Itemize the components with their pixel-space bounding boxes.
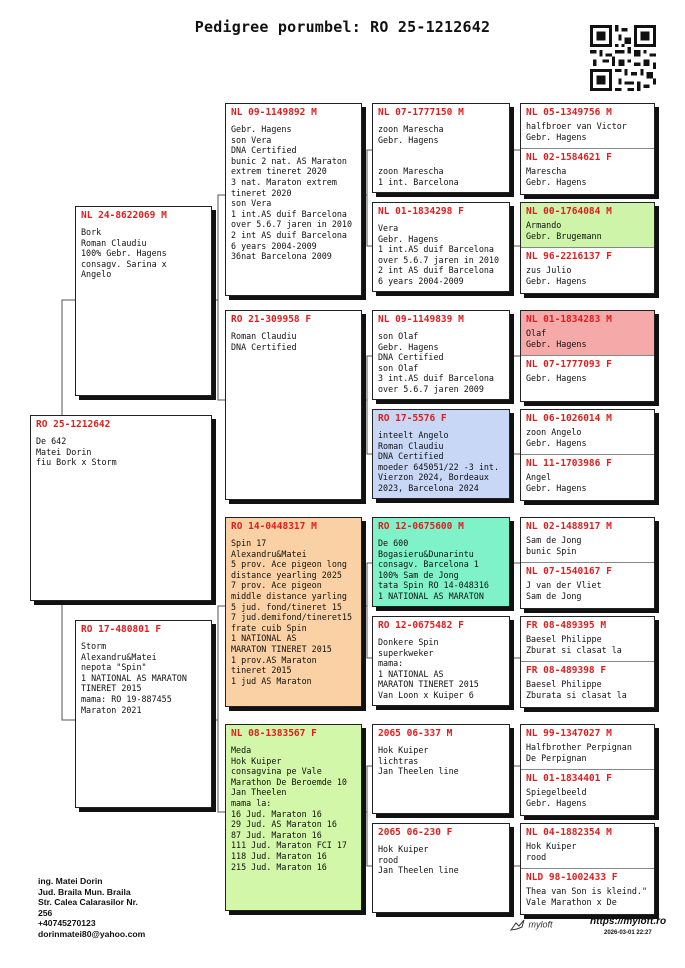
gen4-pair-card (520, 724, 655, 816)
ring-number: NL 06-1026014 M (526, 413, 612, 424)
pigeon-details: zoon Marescha Gebr. Hagens zoon Marescha 1 int. Barcelona (378, 124, 459, 187)
pigeon-details: Gebr. Hagens son Vera DNA Certified bunic 2 nat. AS Maraton extrem tineret 2020 3 nat. Maraton extrem tineret 2020 son Vera 1 int.AS duif Barcelona over 5.6.7 jaren in 2010 2 int AS duif Barcelona 6 years 2004-2009 36nat Barcelona 2009 (231, 124, 353, 262)
brand-url[interactable]: https://myloft.ro (590, 916, 667, 927)
great-grandparent-card[interactable] (372, 724, 510, 814)
great-great-grandparent[interactable] (521, 104, 654, 149)
gen4-pair-card (520, 517, 655, 609)
owner-info (38, 876, 145, 940)
gen4-pair-card (520, 310, 655, 402)
ring-number: NL 02-1584621 F (526, 152, 612, 163)
ring-number: RO 12-0675600 M (378, 521, 464, 532)
gen4-pair-card (520, 103, 655, 195)
great-great-grandparent[interactable] (521, 410, 654, 455)
ring-number: NL 24-8622069 M (81, 210, 167, 221)
father-card[interactable] (75, 206, 212, 396)
pigeon-details: J van der Vliet Sam de Jong (526, 580, 602, 601)
pigeon-details: Thea van Son is kleind." Vale Marathon x De (526, 886, 648, 907)
subject-pigeon-card[interactable] (30, 415, 212, 601)
great-grandparent-card[interactable] (372, 616, 510, 706)
ring-number: NL 11-1703986 F (526, 458, 612, 469)
gen4-pair-card (520, 202, 655, 294)
pigeon-details: Baesel Philippe Zburat si clasat la (526, 634, 622, 655)
ring-number: 2065 06-337 M (378, 728, 453, 739)
grandparent-card[interactable] (225, 517, 362, 707)
pigeon-details: Olaf Gebr. Hagens (526, 328, 587, 349)
pigeon-details: Baesel Philippe Zburata si clasat la (526, 679, 627, 700)
great-great-grandparent[interactable] (521, 563, 654, 608)
grandparent-card[interactable] (225, 724, 362, 911)
owner-street-number: 256 (38, 907, 53, 918)
pigeon-details: zus Julio Gebr. Hagens (526, 265, 587, 286)
great-grandparent-card[interactable] (372, 823, 510, 913)
pigeon-details: Spiegelbeeld Gebr. Hagens (526, 787, 587, 808)
great-great-grandparent[interactable] (521, 662, 654, 707)
pigeon-details: Hok Kuiper rood (526, 841, 577, 862)
great-great-grandparent[interactable] (521, 725, 654, 770)
owner-phone: +40745270123 (38, 918, 96, 929)
ring-number: NL 99-1347027 M (526, 728, 612, 739)
pigeon-details: Marescha Gebr. Hagens (526, 166, 587, 187)
grandparent-card[interactable] (225, 103, 362, 296)
great-grandparent-card[interactable] (372, 517, 510, 607)
pigeon-details: Hok Kuiper lichtras Jan Theelen line (378, 745, 459, 777)
ring-number: RO 12-0675482 F (378, 620, 464, 631)
ring-number: NL 07-1777093 F (526, 359, 612, 370)
great-great-grandparent[interactable] (521, 311, 654, 356)
pigeon-details: Halfbrother Perpignan De Perpignan (526, 742, 632, 763)
pigeon-details: Gebr. Hagens (526, 373, 587, 383)
great-grandparent-card[interactable] (372, 202, 510, 292)
ring-number: NL 01-1834298 F (378, 206, 464, 217)
ring-number: NL 04-1882354 M (526, 827, 612, 838)
pigeon-details: Bork Roman Claudiu 100% Gebr. Hagens consagv. Sarina x Angelo (81, 227, 167, 280)
pigeon-details: son Olaf Gebr. Hagens DNA Certified son Olaf 3 int.AS duif Barcelona over 5.6.7 jaren 2009 (378, 331, 494, 394)
grandparent-card[interactable] (225, 310, 362, 500)
owner-name: ing. Matei Dorin (38, 876, 103, 886)
ring-number: NL 01-1834401 F (526, 773, 612, 784)
ring-number: RO 25-1212642 (36, 419, 111, 430)
pigeon-details: halfbroer van Victor Gebr. Hagens (526, 121, 627, 142)
pigeon-details: zoon Angelo Gebr. Hagens (526, 427, 587, 448)
gen4-pair-card (520, 616, 655, 708)
great-great-grandparent[interactable] (521, 518, 654, 563)
pigeon-details: De 642 Matei Dorin fiu Bork x Storm (36, 436, 117, 468)
pigeon-details: Vera Gebr. Hagens 1 int.AS duif Barcelona over 5.6.7 jaren in 2010 2 int AS duif Barcelona 6 years 2004-2009 (378, 223, 500, 286)
ring-number: NL 96-2216137 F (526, 251, 612, 262)
ring-number: RO 14-0448317 M (231, 521, 317, 532)
great-grandparent-card[interactable] (372, 409, 510, 499)
great-great-grandparent[interactable] (521, 617, 654, 662)
ring-number: RO 17-480801 F (81, 624, 162, 635)
owner-street: Str. Calea Calarasilor Nr. (38, 897, 138, 908)
ring-number: NLD 98-1002433 F (526, 872, 618, 883)
mother-card[interactable] (75, 620, 212, 808)
ring-number: 2065 06-230 F (378, 827, 453, 838)
great-grandparent-card[interactable] (372, 103, 510, 193)
ring-number: NL 08-1383567 F (231, 728, 317, 739)
ring-number: NL 09-1149892 M (231, 107, 317, 118)
ring-number: NL 00-1764084 M (526, 206, 612, 217)
ring-number: NL 09-1149839 M (378, 314, 464, 325)
pigeon-logo-icon (510, 918, 526, 932)
ring-number: NL 07-1540167 F (526, 566, 612, 577)
pigeon-details: Roman Claudiu DNA Certified (231, 331, 297, 352)
ring-number: NL 02-1488917 M (526, 521, 612, 532)
great-great-grandparent[interactable] (521, 455, 654, 500)
print-date: 2026-03-01 22:27 (604, 930, 652, 936)
gen4-pair-card (520, 409, 655, 501)
owner-location: Jud. Braila Mun. Braila (38, 886, 131, 897)
great-great-grandparent[interactable] (521, 869, 654, 914)
pigeon-details: Armando Gebr. Brugemann (526, 220, 602, 241)
owner-email[interactable]: dorinmatei80@yahoo.com (38, 928, 146, 939)
pigeon-details: Donkere Spin superkweker mama: 1 NATIONAL AS MARATON TINERET 2015 Van Loon x Kuiper 6 (378, 637, 479, 700)
ring-number: RO 21-309958 F (231, 314, 312, 325)
great-great-grandparent[interactable] (521, 770, 654, 815)
great-great-grandparent[interactable] (521, 356, 654, 401)
gen4-pair-card (520, 823, 655, 915)
pigeon-details: Hok Kuiper rood Jan Theelen line (378, 844, 459, 876)
pigeon-details: Angel Gebr. Hagens (526, 472, 587, 493)
pigeon-details: Sam de Jong bunic Spin (526, 535, 582, 556)
great-great-grandparent[interactable] (521, 248, 654, 293)
brand-logo-text: myloft (528, 919, 553, 930)
pigeon-details: Meda Hok Kuiper consagvina pe Vale Marathon De Beroemde 10 Jan Theelen mama la: 16 Jud. Maraton 16 29 Jud. AS Maraton 16 87 Jud. Maraton 16 111 Jud. Maraton FCI 17 118 Jud. Maraton 16 215 Jud. Maraton 16 (231, 745, 347, 872)
ring-number: FR 08-489395 M (526, 620, 607, 631)
ring-number: RO 17-5576 F (378, 413, 447, 424)
ring-number: FR 08-489398 F (526, 665, 607, 676)
ring-number: NL 01-1834283 M (526, 314, 612, 325)
brand-logo (510, 918, 553, 932)
pigeon-details: Spin 17 Alexandru&Matei 5 prov. Ace pigeon long distance yearling 2025 7 prov. Ace pigeon middle distance yarling 5 jud. fond/tineret 15 7 jud.demifond/tineret15 frate cuib Spin 1 NATIONAL AS MARATON TINERET 2015 1 prov.AS Maraton tineret 2015 1 jud AS Maraton (231, 538, 353, 686)
great-grandparent-card[interactable] (372, 310, 510, 400)
pigeon-details: Storm Alexandru&Matei nepota "Spin" 1 NATIONAL AS MARATON TINERET 2015 mama: RO 19-887455 Maraton 2021 (81, 641, 187, 715)
ring-number: NL 07-1777150 M (378, 107, 464, 118)
ring-number: NL 05-1349756 M (526, 107, 612, 118)
great-great-grandparent[interactable] (521, 149, 654, 194)
great-great-grandparent[interactable] (521, 824, 654, 869)
page-title: Pedigree porumbel: RO 25-1212642 (194, 18, 491, 36)
pigeon-details: De 600 Bogasieru&Dunarintu consagv. Barcelona 1 100% Sam de Jong tata Spin RO 14-048316 1 NATIONAL AS MARATON (378, 538, 489, 601)
pigeon-details: inteelt Angelo Roman Claudiu DNA Certified moeder 645051/22 -3 int. Vierzon 2024, Bordeaux 2023, Barcelona 2024 (378, 430, 500, 493)
great-great-grandparent[interactable] (521, 203, 654, 248)
